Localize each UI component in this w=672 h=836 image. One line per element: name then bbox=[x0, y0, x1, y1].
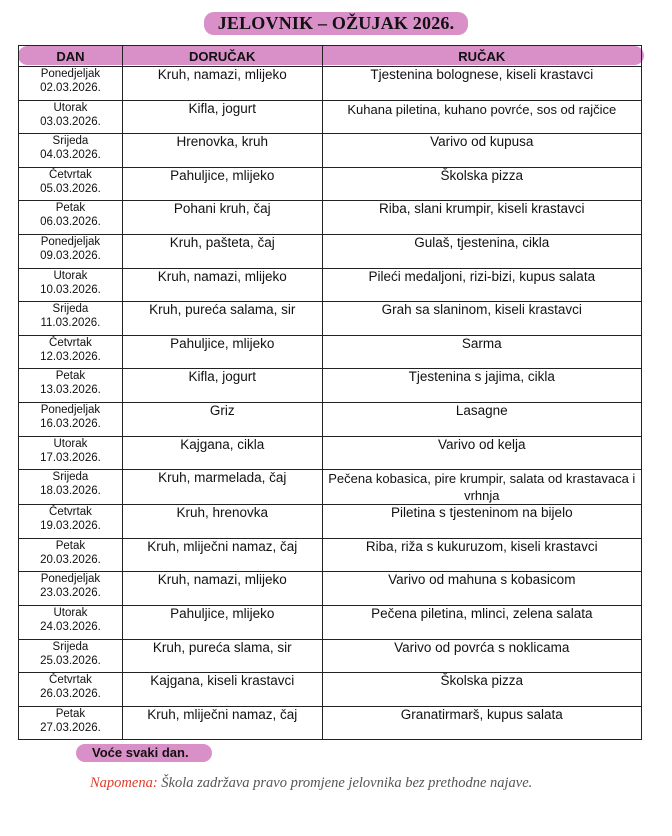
weekday: Četvrtak bbox=[49, 674, 92, 687]
day-cell bbox=[19, 268, 123, 302]
table-row bbox=[19, 134, 642, 168]
lunch-cell: Pečena piletina, mlinci, zelena salata bbox=[322, 605, 641, 639]
lunch-cell: Varivo od mahuna s kobasicom bbox=[322, 572, 641, 606]
weekday: Četvrtak bbox=[49, 336, 92, 349]
lunch-cell: Gulaš, tjestenina, cikla bbox=[322, 234, 641, 268]
menu-body bbox=[19, 67, 642, 740]
day-cell bbox=[19, 706, 123, 740]
day-cell bbox=[19, 100, 123, 134]
remark-label: Napomena: bbox=[90, 775, 158, 791]
header-lunch: RUČAK bbox=[322, 46, 641, 67]
day-cell bbox=[19, 167, 123, 201]
table-row bbox=[19, 369, 642, 403]
date: 13.03.2026. bbox=[40, 384, 101, 397]
table-row bbox=[19, 538, 642, 572]
lunch-cell: Školska pizza bbox=[322, 167, 641, 201]
date: 05.03.2026. bbox=[40, 182, 101, 195]
weekday: Četvrtak bbox=[49, 506, 92, 519]
weekday: Petak bbox=[55, 370, 86, 383]
weekday: Petak bbox=[55, 539, 86, 552]
date: 12.03.2026. bbox=[40, 350, 101, 363]
day-cell bbox=[19, 67, 123, 101]
day-cell bbox=[19, 505, 123, 539]
weekday: Ponedjeljak bbox=[40, 235, 101, 248]
table-row bbox=[19, 402, 642, 436]
table-row bbox=[19, 302, 642, 336]
breakfast-cell: Pahuljice, mlijeko bbox=[122, 605, 322, 639]
breakfast-cell: Kruh, pureća salama, sir bbox=[122, 302, 322, 336]
header-day: DAN bbox=[19, 46, 123, 67]
date: 09.03.2026. bbox=[40, 249, 101, 262]
breakfast-cell: Pahuljice, mlijeko bbox=[122, 335, 322, 369]
weekday: Petak bbox=[55, 202, 86, 215]
lunch-cell: Riba, slani krumpir, kiseli krastavci bbox=[322, 201, 641, 235]
weekday: Srijeda bbox=[52, 640, 89, 653]
weekday: Ponedjeljak bbox=[40, 403, 101, 416]
table-row bbox=[19, 673, 642, 707]
day-cell bbox=[19, 402, 123, 436]
breakfast-cell: Kajgana, kiseli krastavci bbox=[122, 673, 322, 707]
date: 03.03.2026. bbox=[40, 115, 101, 128]
day-cell bbox=[19, 538, 123, 572]
breakfast-cell: Pohani kruh, čaj bbox=[122, 201, 322, 235]
header-row bbox=[19, 46, 642, 67]
lunch-cell: Granatirmarš, kupus salata bbox=[322, 706, 641, 740]
menu-table bbox=[18, 45, 642, 740]
date: 25.03.2026. bbox=[40, 654, 101, 667]
lunch-cell: Pileći medaljoni, rizi-bizi, kupus salata bbox=[322, 268, 641, 302]
table-row bbox=[19, 605, 642, 639]
day-cell bbox=[19, 134, 123, 168]
table-row bbox=[19, 201, 642, 235]
day-cell bbox=[19, 234, 123, 268]
day-cell bbox=[19, 335, 123, 369]
breakfast-cell: Kruh, namazi, mlijeko bbox=[122, 67, 322, 101]
lunch-cell: Tjestenina s jajima, cikla bbox=[322, 369, 641, 403]
lunch-cell: Varivo od povrća s noklicama bbox=[322, 639, 641, 673]
title-container bbox=[0, 12, 672, 35]
lunch-cell: Piletina s tjesteninom na bijelo bbox=[322, 505, 641, 539]
table-row bbox=[19, 100, 642, 134]
day-cell bbox=[19, 673, 123, 707]
table-row bbox=[19, 436, 642, 470]
breakfast-cell: Pahuljice, mlijeko bbox=[122, 167, 322, 201]
table-row bbox=[19, 572, 642, 606]
breakfast-cell: Kifla, jogurt bbox=[122, 369, 322, 403]
breakfast-cell: Griz bbox=[122, 402, 322, 436]
weekday: Srijeda bbox=[52, 135, 89, 148]
weekday: Utorak bbox=[53, 269, 88, 282]
weekday: Srijeda bbox=[52, 303, 89, 316]
breakfast-cell: Kruh, marmelada, čaj bbox=[122, 470, 322, 505]
lunch-cell: Varivo od kelja bbox=[322, 436, 641, 470]
weekday: Četvrtak bbox=[49, 168, 92, 181]
table-row bbox=[19, 167, 642, 201]
weekday: Utorak bbox=[53, 606, 88, 619]
page-title: JELOVNIK – OŽUJAK 2026. bbox=[204, 12, 469, 35]
breakfast-cell: Kruh, namazi, mlijeko bbox=[122, 572, 322, 606]
breakfast-cell: Kifla, jogurt bbox=[122, 100, 322, 134]
fruit-note-text: Voće svaki dan. bbox=[92, 745, 189, 760]
breakfast-cell: Kajgana, cikla bbox=[122, 436, 322, 470]
breakfast-cell: Kruh, namazi, mlijeko bbox=[122, 268, 322, 302]
remark bbox=[90, 774, 580, 792]
date: 11.03.2026. bbox=[40, 317, 101, 330]
date: 26.03.2026. bbox=[40, 688, 101, 701]
date: 20.03.2026. bbox=[40, 553, 101, 566]
breakfast-cell: Kruh, mliječni namaz, čaj bbox=[122, 706, 322, 740]
lunch-cell: Školska pizza bbox=[322, 673, 641, 707]
day-cell bbox=[19, 369, 123, 403]
breakfast-cell: Kruh, mliječni namaz, čaj bbox=[122, 538, 322, 572]
table-row bbox=[19, 268, 642, 302]
date: 10.03.2026. bbox=[40, 283, 101, 296]
weekday: Petak bbox=[55, 707, 86, 720]
date: 06.03.2026. bbox=[40, 216, 101, 229]
breakfast-cell: Kruh, hrenovka bbox=[122, 505, 322, 539]
weekday: Utorak bbox=[53, 437, 88, 450]
date: 24.03.2026. bbox=[40, 620, 101, 633]
date: 27.03.2026. bbox=[40, 721, 101, 734]
table-row bbox=[19, 470, 642, 505]
fruit-note bbox=[76, 744, 212, 762]
day-cell bbox=[19, 639, 123, 673]
weekday: Ponedjeljak bbox=[40, 573, 101, 586]
date: 04.03.2026. bbox=[40, 149, 101, 162]
day-cell bbox=[19, 605, 123, 639]
lunch-cell: Tjestenina bolognese, kiseli krastavci bbox=[322, 67, 641, 101]
lunch-cell: Riba, riža s kukuruzom, kiseli krastavci bbox=[322, 538, 641, 572]
remark-text: Škola zadržava pravo promjene jelovnika bez prethodne najave. bbox=[161, 775, 533, 791]
day-cell bbox=[19, 201, 123, 235]
date: 19.03.2026. bbox=[40, 520, 101, 533]
lunch-cell: Kuhana piletina, kuhano povrće, sos od rajčice bbox=[322, 100, 641, 134]
date: 17.03.2026. bbox=[40, 451, 101, 464]
breakfast-cell: Kruh, pureća slama, sir bbox=[122, 639, 322, 673]
table-row bbox=[19, 335, 642, 369]
table-row bbox=[19, 234, 642, 268]
lunch-cell: Lasagne bbox=[322, 402, 641, 436]
table-row bbox=[19, 639, 642, 673]
lunch-cell: Sarma bbox=[322, 335, 641, 369]
lunch-cell: Varivo od kupusa bbox=[322, 134, 641, 168]
header-breakfast: DORUČAK bbox=[122, 46, 322, 67]
date: 23.03.2026. bbox=[40, 587, 101, 600]
day-cell bbox=[19, 572, 123, 606]
day-cell bbox=[19, 470, 123, 505]
breakfast-cell: Hrenovka, kruh bbox=[122, 134, 322, 168]
date: 18.03.2026. bbox=[40, 485, 101, 498]
date: 02.03.2026. bbox=[40, 82, 101, 94]
day-cell bbox=[19, 436, 123, 470]
table-row bbox=[19, 505, 642, 539]
weekday: Utorak bbox=[53, 101, 88, 114]
lunch-cell: Grah sa slaninom, kiseli krastavci bbox=[322, 302, 641, 336]
table-row bbox=[19, 67, 642, 101]
weekday: Ponedjeljak bbox=[40, 68, 101, 80]
day-cell bbox=[19, 302, 123, 336]
weekday: Srijeda bbox=[52, 471, 89, 484]
lunch-cell: Pečena kobasica, pire krumpir, salata od krastavaca i vrhnja bbox=[322, 470, 641, 505]
date: 16.03.2026. bbox=[40, 417, 101, 430]
breakfast-cell: Kruh, pašteta, čaj bbox=[122, 234, 322, 268]
table-row bbox=[19, 706, 642, 740]
